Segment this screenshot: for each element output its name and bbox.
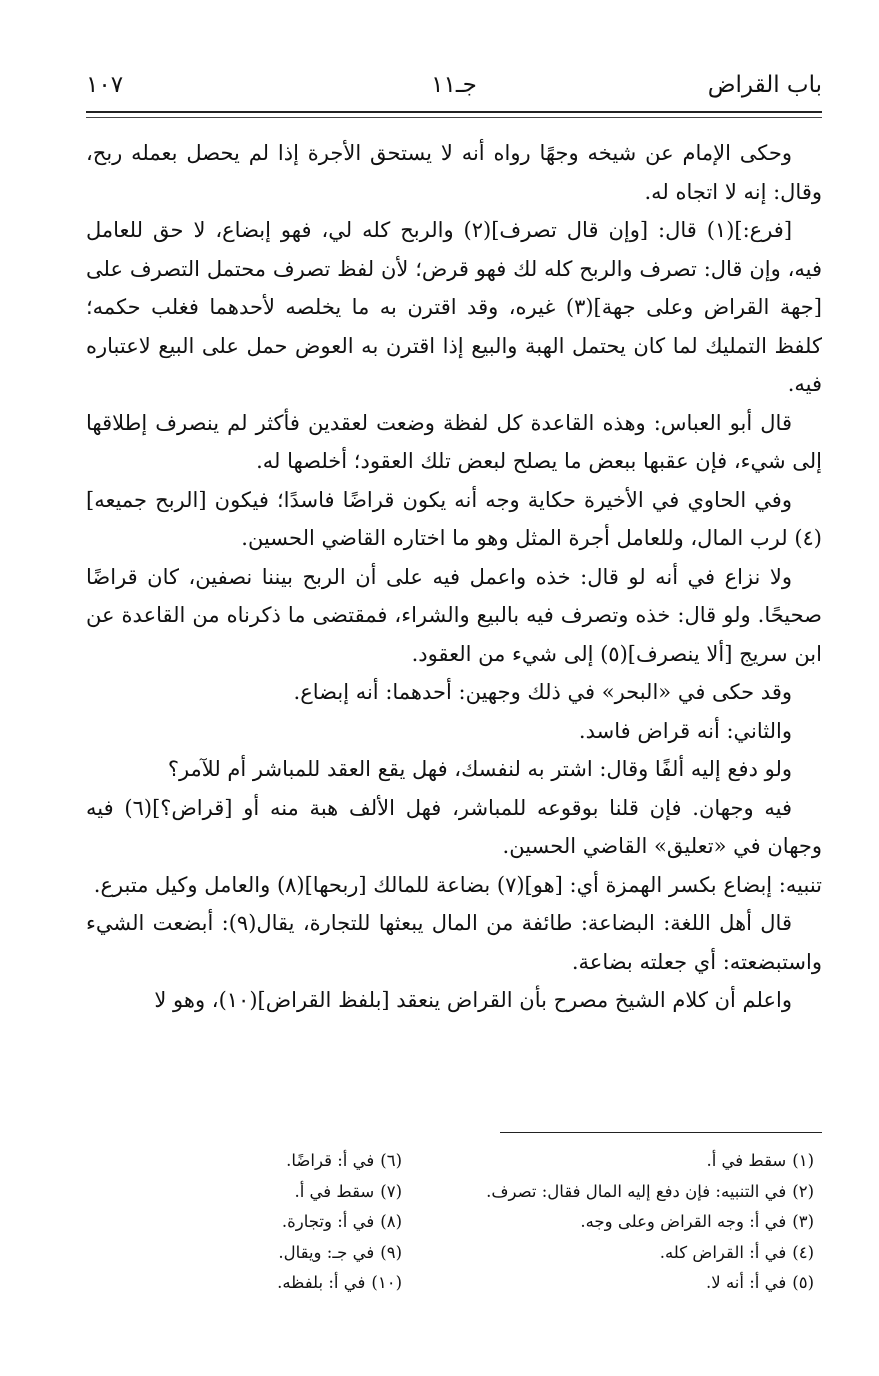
paragraph: قال أهل اللغة: البضاعة: طائفة من المال يبعثها للتجارة، يقال(٩): أبضعت الشيء واستبضعته: أي جعلته بضاعة. [86,911,822,974]
footnote-text: في أ: بلفظه. [277,1273,366,1292]
footnote-number: (١) [792,1151,814,1170]
footnote [102,1207,402,1238]
paragraph: وقد حكى في «البحر» في ذلك وجهين: أحدهما: أنه إبضاع. [293,680,792,704]
footnote-text: سقط في أ. [294,1181,375,1201]
footnote [102,1238,402,1269]
paragraph: وحكى الإمام عن شيخه وجهًا رواه أنه لا يستحق الأجرة إذا لم يحصل بعمله ربح، وقال: إنه لا اتجاه له. [86,141,822,204]
footnote-text: في أ: وتجارة. [281,1212,375,1231]
footnote-number: (٩) [380,1242,402,1262]
chapter-title: باب القراض [707,72,822,98]
footnote [444,1177,814,1208]
footnotes-column-left [102,1146,402,1299]
paragraph: وفي الحاوي في الأخيرة حكاية وجه أنه يكون قراضًا فاسدًا؛ فيكون [الربح جميعه](٤) لرب المال، وللعامل أجرة المثل وهو ما اختاره القاضي الحسين. [86,487,822,550]
footnote-text: في أ: قراضًا. [286,1151,375,1170]
footnote-number: (١٠) [371,1273,402,1292]
footnote-number: (٦) [380,1151,402,1170]
footnote-number: (٤) [792,1242,814,1262]
paragraph: قال أبو العباس: وهذه القاعدة كل لفظة وضعت لعقدين فأكثر لم ينصرف إطلاقها إلى شيء، فإن عقبها ببعض ما يصلح لبعض تلك العقود؛ أخلصها له. [86,410,822,473]
footnote-number: (٧) [380,1181,402,1201]
paragraph: فيه وجهان. فإن قلنا بوقوعه للمباشر، فهل الألف هبة منه أو [قراض؟](٦) فيه وجهان في «تعليق» القاضي الحسين. [86,795,822,858]
header-rule-thick [86,111,822,113]
footnote-number: (٢) [792,1181,814,1201]
page-number: ١٠٧ [86,72,124,98]
footnote [444,1268,814,1299]
paragraph: [فرع:](١) قال: [وإن قال تصرف](٢) والربح كله لي، فهو إبضاع، لا حق للعامل فيه، وإن قال: تصرف والربح كله لك فهو قرض؛ لأن لفظ تصرف محتمل التصرف على [جهة القراض وعلى جهة](٣) غيره، وقد اقترن به ما يخلصه لأحدهما فغلب حكمه؛ كلفظ التمليك لما كان يحتمل الهبة والبيع إذا اقترن به العوض حمل على البيع لاعتباره فيه. [86,218,822,396]
footnote [102,1146,402,1177]
footnote-text: في أ: وجه القراض وعلى وجه. [580,1212,787,1231]
footnotes-column-right [444,1146,814,1299]
footnote [444,1238,814,1269]
volume-label: جـ١١ [431,72,477,98]
paragraph: ولو دفع إليه ألفًا وقال: اشتر به لنفسك، فهل يقع العقد للمباشر أم للآمر؟ [167,757,792,781]
footnote-number: (٣) [792,1212,814,1231]
footnote-separator [500,1132,822,1133]
footnote-text: سقط في أ. [706,1151,787,1170]
running-header [86,70,822,110]
footnote-text: في أ: أنه لا. [706,1273,787,1292]
footnote-text: في جـ: ويقال. [278,1242,375,1262]
header-rule-thin [86,117,822,118]
footnote-number: (٨) [380,1212,402,1231]
paragraph: والثاني: أنه قراض فاسد. [578,718,792,743]
main-text [86,134,822,1020]
footnote [102,1177,402,1208]
footnote [444,1207,814,1238]
paragraph: واعلم أن كلام الشيخ مصرح بأن القراض ينعقد [بلفظ القراض](١٠)، وهو لا [154,988,792,1012]
paragraph: ولا نزاع في أنه لو قال: خذه واعمل فيه على أن الربح بيننا نصفين، كان قراضًا صحيحًا. ولو قال: خذه وتصرف فيه بالبيع والشراء، فمقتضى ما ذكرناه من القاعدة عن ابن سريج [ألا ينصرف](٥) إلى شيء من العقود. [86,564,822,666]
footnote-number: (٥) [792,1273,814,1292]
footnote-text: في أ: القراض كله. [659,1242,787,1262]
footnote [444,1146,814,1177]
paragraph: تنبيه: إبضاع بكسر الهمزة أي: [هو](٧) بضاعة للمالك [ربحها](٨) والعامل وكيل متبرع. [93,872,822,897]
footnote-text: في التنبيه: فإن دفع إليه المال فقال: تصرف. [486,1181,787,1201]
footnote [102,1268,402,1299]
